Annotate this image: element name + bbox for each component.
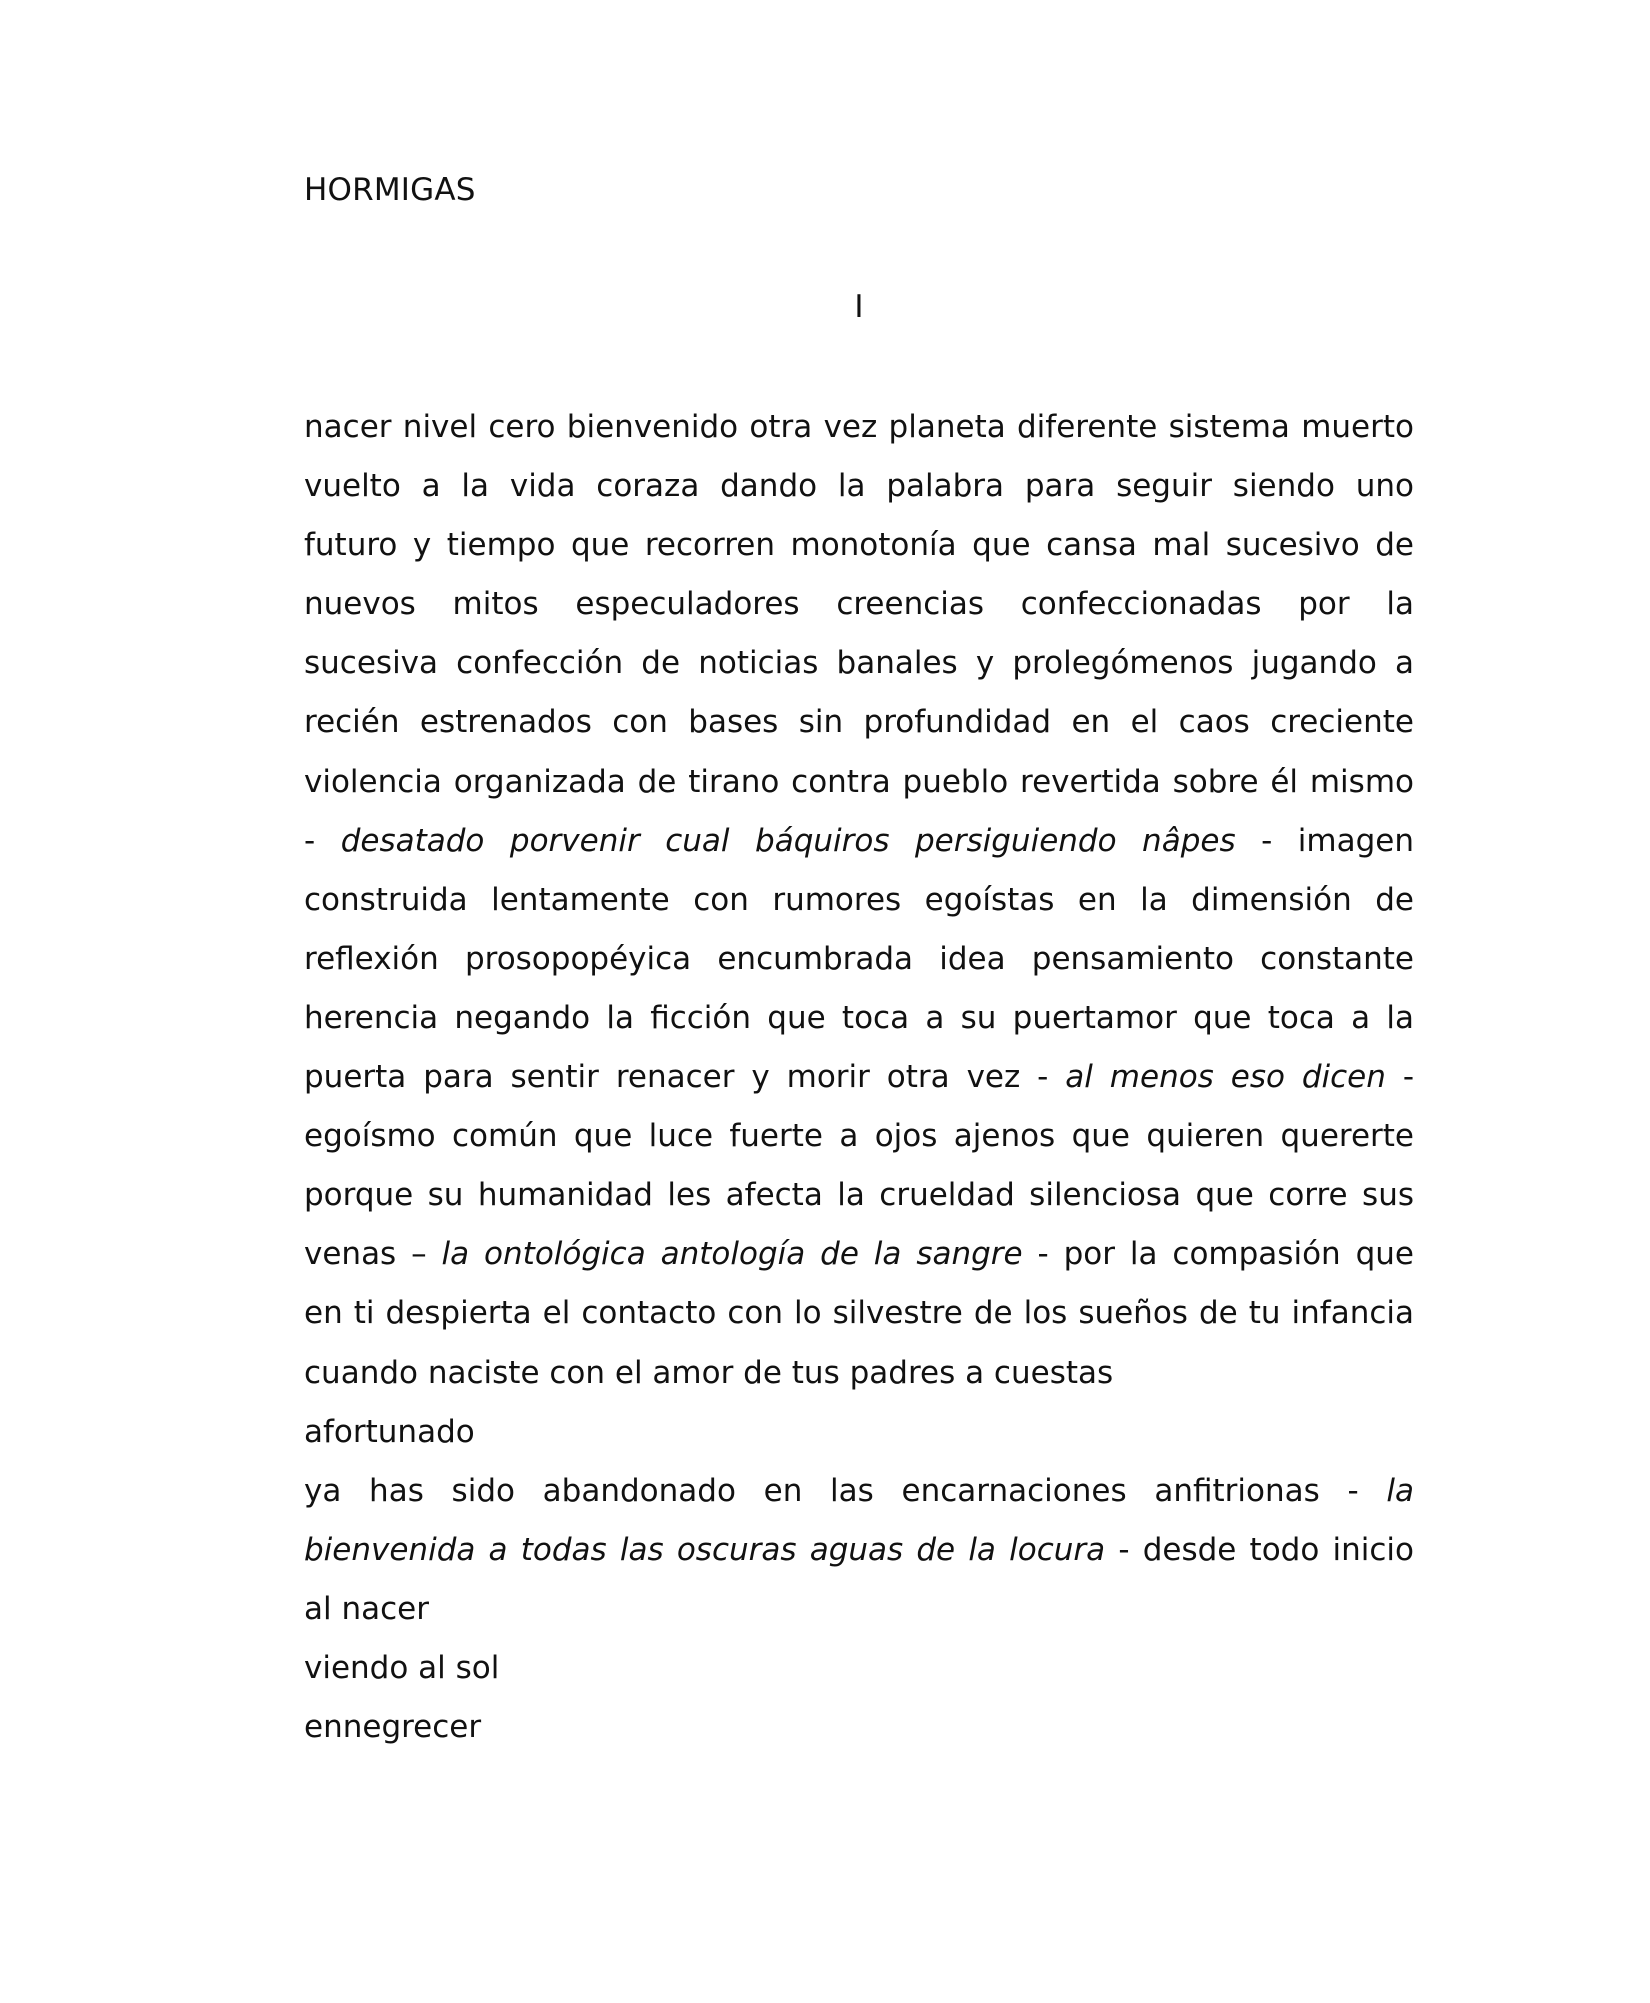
text-line — [304, 1698, 1414, 1757]
text-segment: porque su humanidad les afecta la crueldad silenciosa que corre sus — [304, 1177, 1414, 1214]
text-segment: herencia negando la ficción que toca a su puertamor que toca a la — [304, 999, 1414, 1036]
text-segment: nacer nivel cero bienvenido otra vez planeta diferente sistema muerto — [304, 409, 1414, 445]
text-line — [304, 575, 1414, 634]
text-line — [304, 871, 1414, 930]
text-line — [304, 1403, 1414, 1462]
text-line — [304, 989, 1414, 1048]
text-segment: - imagen — [1235, 822, 1414, 859]
text-segment: cuando naciste con el amor de tus padres a cuestas — [304, 1354, 1114, 1391]
text-segment: - por la compasión que — [1022, 1236, 1414, 1273]
text-line — [304, 812, 1414, 871]
text-segment: - — [304, 822, 341, 859]
text-line — [304, 1166, 1414, 1225]
text-line — [304, 516, 1414, 575]
text-segment: - desde todo inicio — [1105, 1531, 1414, 1568]
text-segment: nuevos mitos especuladores creencias confeccionadas por la — [304, 586, 1414, 623]
text-segment: vuelto a la vida coraza dando la palabra para seguir siendo uno — [304, 468, 1414, 505]
text-segment: venas – — [304, 1236, 442, 1273]
text-line — [304, 457, 1414, 516]
text-line — [304, 1107, 1414, 1166]
text-segment: recién estrenados con bases sin profundidad en el caos creciente — [304, 704, 1414, 741]
text-line — [304, 398, 1414, 457]
text-line — [304, 693, 1414, 752]
text-line — [304, 1639, 1414, 1698]
italic-text-segment: bienvenida a todas las oscuras aguas de la locura — [304, 1531, 1106, 1568]
text-segment: puerta para sentir renacer y morir otra vez - — [304, 1059, 1066, 1096]
text-line — [304, 1225, 1414, 1284]
text-segment: egoísmo común que luce fuerte a ojos ajenos que quieren quererte — [304, 1118, 1414, 1155]
text-line — [304, 1284, 1414, 1343]
text-line — [304, 1521, 1414, 1580]
text-segment: ya has sido abandonado en las encarnaciones anfitrionas - — [304, 1472, 1387, 1509]
text-line — [304, 753, 1414, 812]
text-segment: viendo al sol — [304, 1649, 500, 1686]
italic-text-segment: la — [1386, 1472, 1414, 1509]
italic-text-segment: la ontológica antología de la sangre — [441, 1236, 1023, 1273]
text-segment: sucesiva confección de noticias banales y prolegómenos jugando a — [304, 645, 1414, 682]
text-line — [304, 1462, 1414, 1521]
text-line — [304, 930, 1414, 989]
text-line — [304, 1048, 1414, 1107]
text-segment: reflexión prosopopéyica encumbrada idea pensamiento constante — [304, 940, 1414, 977]
italic-text-segment: desatado porvenir cual báquiros persiguiendo nâpes — [340, 822, 1236, 859]
italic-text-segment: al menos eso dicen — [1065, 1059, 1386, 1096]
document-title: HORMIGAS — [304, 172, 476, 208]
section-number: I — [854, 289, 864, 325]
poem-body — [304, 398, 1414, 1757]
text-line — [304, 1344, 1414, 1403]
text-segment: afortunado — [304, 1413, 475, 1450]
text-segment: ennegrecer — [304, 1709, 482, 1746]
text-segment: al nacer — [304, 1590, 429, 1627]
text-segment: futuro y tiempo que recorren monotonía que cansa mal sucesivo de — [304, 527, 1414, 564]
text-line — [304, 634, 1414, 693]
text-segment: - — [1385, 1059, 1414, 1096]
text-segment: violencia organizada de tirano contra pueblo revertida sobre él mismo — [304, 763, 1414, 800]
text-segment: construida lentamente con rumores egoístas en la dimensión de — [304, 881, 1414, 918]
text-segment: en ti despierta el contacto con lo silvestre de los sueños de tu infancia — [304, 1295, 1414, 1332]
text-line — [304, 1580, 1414, 1639]
